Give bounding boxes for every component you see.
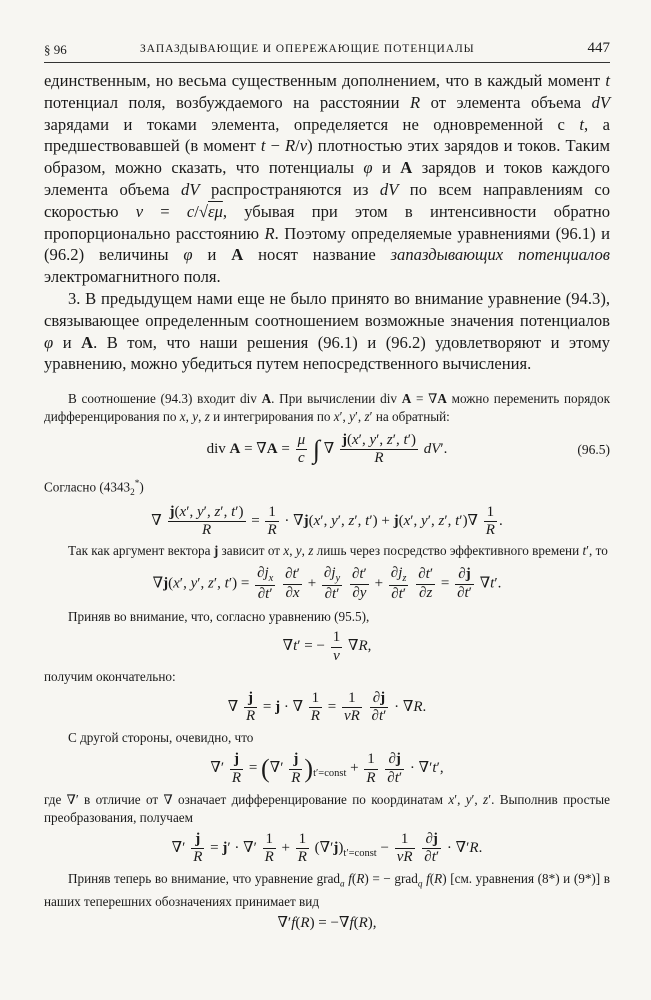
equation-final-1: ∇ $\frac{j}{R}$ = j · ∇ $\frac{1}{R}$ = $\frac{1}{vR}$ $\frac{\partial j}{\partial t'}$ · ∇R.	[227, 689, 427, 725]
main-text	[44, 70, 610, 375]
paragraph-7: получим окончательно:	[44, 668, 176, 684]
equation-grad-j: ∇j(x′, y′, z′, t′) = $\frac{\partial j_x}{\partial t'}$ $\frac{\partial t'}{\partial x}$ + $\frac{\partial j_y}{\partial t'}$ $\frac{\partial t'}{\partial y}$ + $\frac{\partial j_z}{\partial t'}$ $\frac{\partial t'}{\partial z}$ = $\frac{\partial j}{\partial t'}$ ∇t′.	[152, 565, 502, 603]
paragraph-1: единственным, но весьма существенным дополнением, что в каждый момент t потенциал поля, возбуждаемого на расстоянии R от элемента объема dV зарядами и токами элемента, определяется не одновременной с t, а предшествовавшей (в момент t − R/v) плотностью этих зарядов и токов. Таким образом, можно сказать, что потенциалы φ и A зарядов и токов каждого элемента объема dV распространяются из dV по всем направлениям со скоростью v = c/√εμ, убывая при этом в интенсивности обратно пропорционально расстоянию R. Поэтому определяемые уравнениями (96.1) и (96.2) величины φ и A носят название запаздывающих потенциалов электромагнитного поля.	[44, 71, 611, 287]
emphasis-term: запаздывающих потенциалов	[390, 245, 610, 265]
section-number: § 96	[44, 42, 67, 57]
paragraph-3: В соотношение (94.3) входит div A. При вычислении div A = ∇A можно переменить порядок дифференцирования по x, y, z и интегрирования по x′, y′, z′ на обратный:	[44, 391, 611, 424]
paragraph-9: где ∇′ в отличие от ∇ означает дифференцирование по координатам x′, y′, z′. Выполнив простые преобразования, получаем	[44, 791, 610, 825]
equation-prime-f: ∇′f(R) = −∇f(R),	[277, 914, 377, 931]
small-text	[44, 390, 610, 935]
equation-number: (96.5)	[577, 441, 610, 457]
equation-grad-t: ∇t′ = − $\frac{1}{v}$ ∇R,	[282, 629, 372, 664]
equation-nabla-j: ∇ $\frac{j(x', y', z', t')}{R}$ = $\frac{1}{R}$ · ∇j(x′, y′, z′, t′) + j(x′, y′, z′, t′)∇ $\frac{1}{R}$ .	[151, 503, 503, 538]
paragraph-10: Приняв теперь во внимание, что уравнение grad$_a$ f(R) = − grad$_q$ f(R) [см. уравнения (8*) и (9*)] в наших теперешних обозначениях принимает вид	[44, 871, 611, 909]
page-header	[44, 38, 610, 62]
paragraph-2: 3. В предыдущем нами еще не было принято во внимание уравнение (94.3), связывающее определенным соотношением возможные значения потенциалов φ и A. В том, что наши решения (96.1) и (96.2) удовлетворяют и этому уравнению, можно убедиться путем непосредственного вычисления.	[44, 288, 610, 374]
equation-prime-2: ∇′ $\frac{j}{R}$ = j′ · ∇′ $\frac{1}{R}$ + $\frac{1}{R}$ $(\nabla'j)_{t'=const}$ − $\frac{1}{vR}$ $\frac{\partial j}{\partial t'}$ · ∇′R.	[171, 830, 483, 866]
running-title: ЗАПАЗДЫВАЮЩИЕ И ОПЕРЕЖАЮЩИЕ ПОТЕНЦИАЛЫ	[140, 43, 475, 55]
equation-96-5: div A = ∇A = $\frac{\mu}{c}$ ∫ ∇ $\frac{j(x', y', z', t')}{R}$ dV′. (96.5)	[206, 432, 610, 467]
page-number: 447	[587, 40, 610, 56]
paragraph-4: Согласно $(4343_2^*)$	[44, 477, 144, 497]
equation-prime-1: ∇′ $\frac{j}{R}$ = (∇′ $\frac{j}{R}$ )$_{t'=const}$ + $\frac{1}{R}$ $\frac{\partial j}{\partial t'}$ · ∇′t′,	[210, 751, 444, 786]
paragraph-5: Так как аргумент вектора j зависит от x, y, z лишь через посредство эффективного времени t′, то	[68, 543, 608, 559]
header-rule	[44, 62, 610, 63]
paragraph-8: С другой стороны, очевидно, что	[68, 730, 254, 746]
paragraph-6: Приняв во внимание, что, согласно уравнению (95.5),	[68, 609, 370, 625]
